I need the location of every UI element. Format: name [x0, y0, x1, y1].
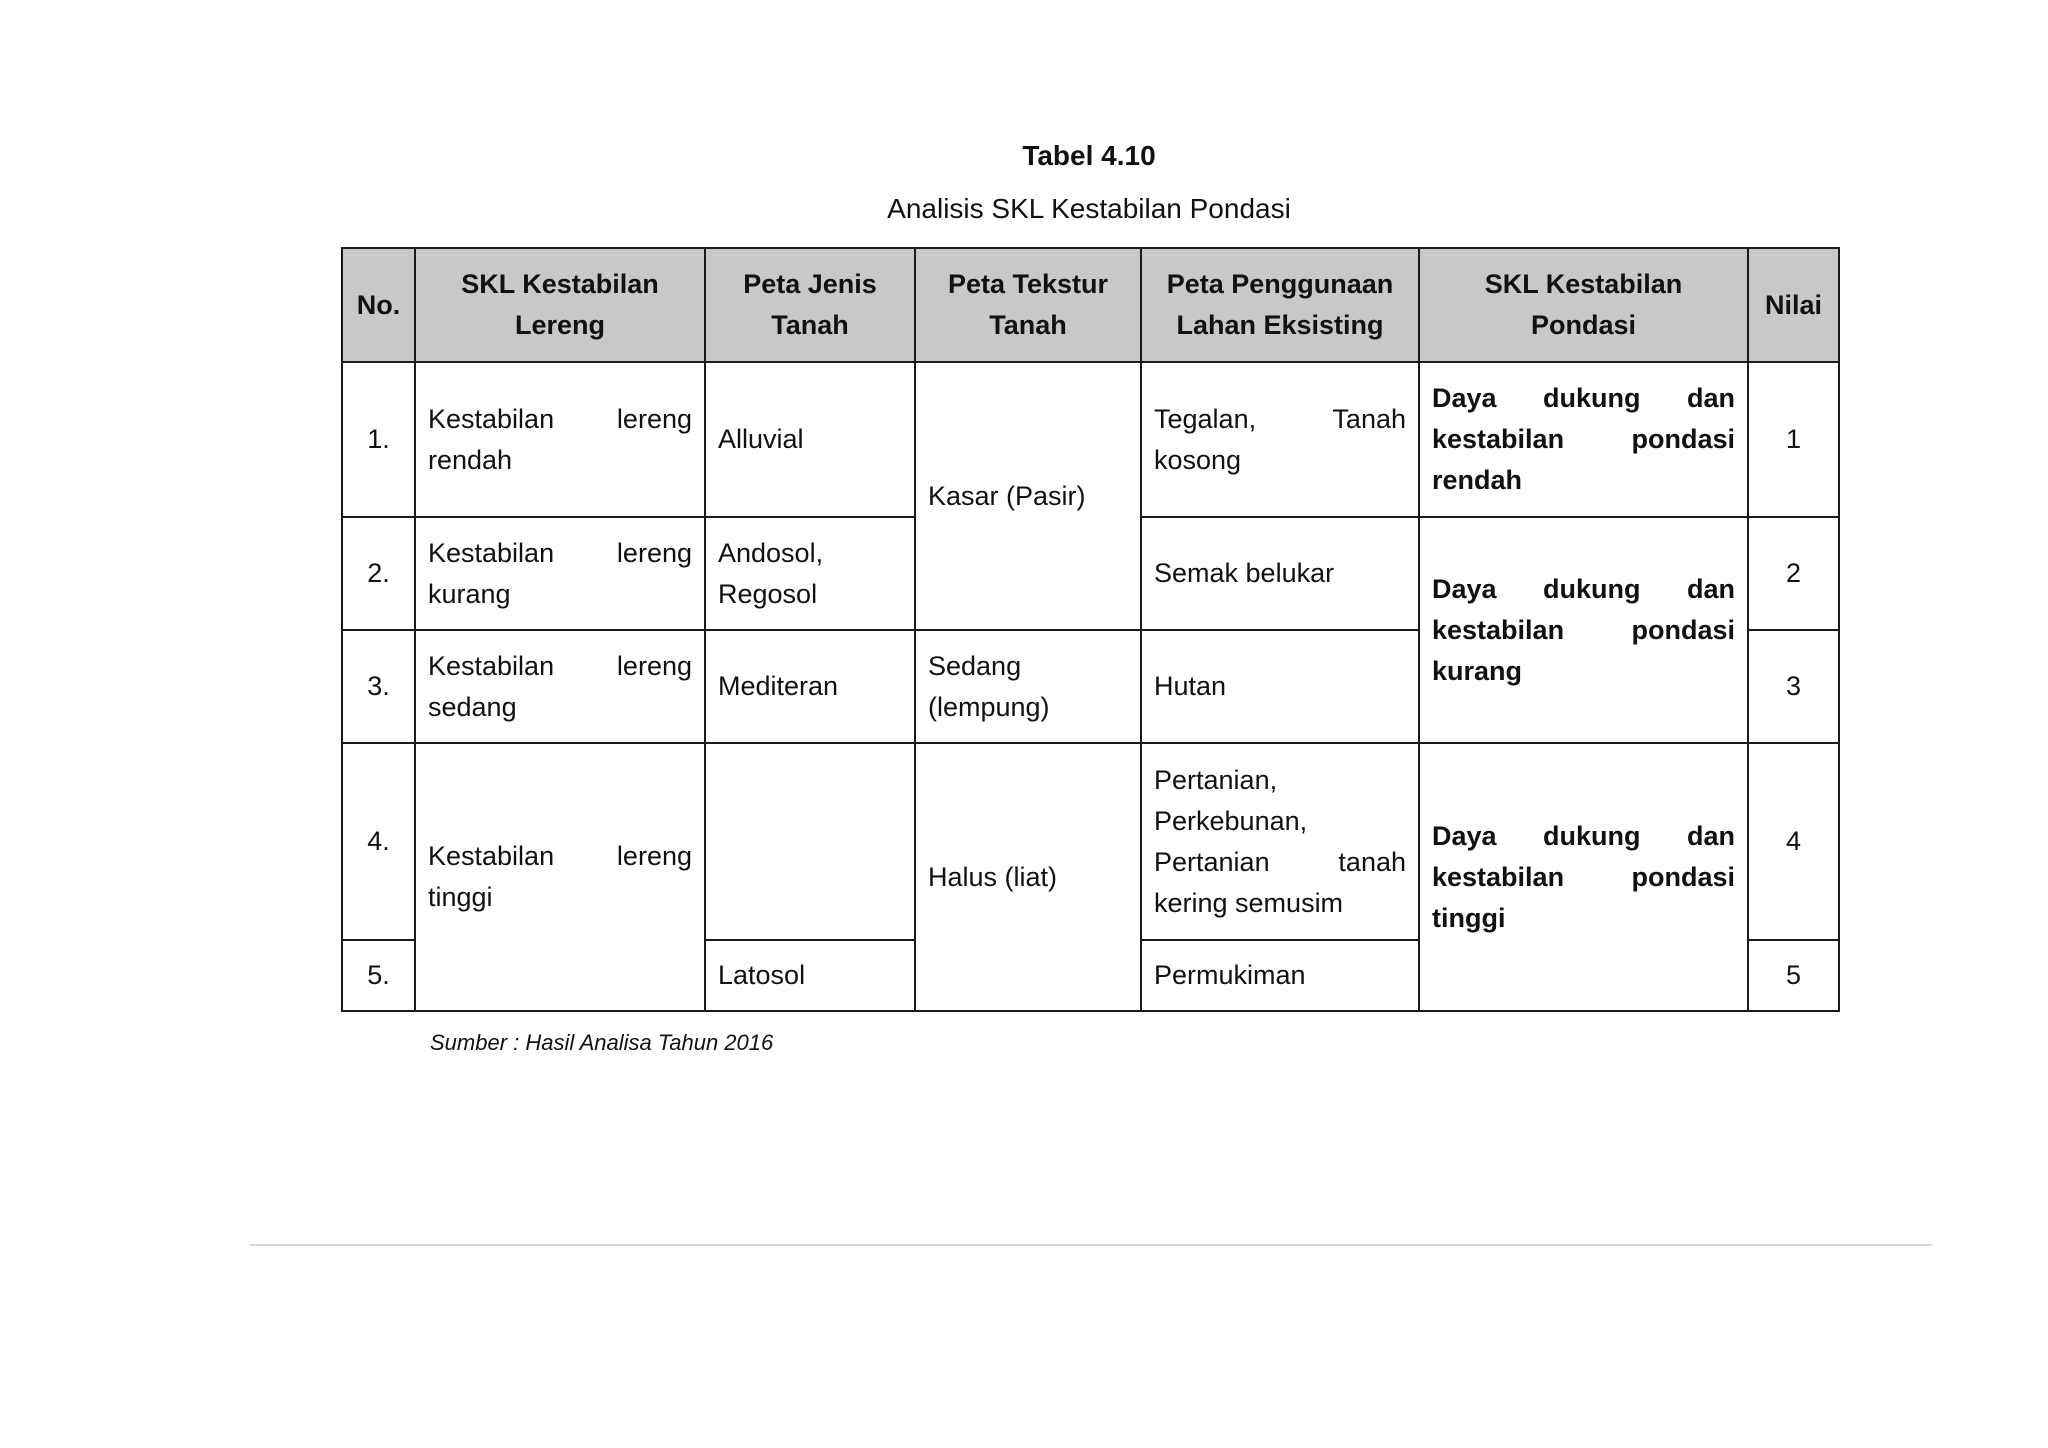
table-source-note: Sumber : Hasil Analisa Tahun 2016 — [430, 1030, 774, 1055]
cell-jenis-tanah: Latosol — [705, 940, 915, 1011]
cell-text-line: Kestabilan lereng — [428, 403, 692, 434]
cell-no: 2. — [342, 517, 415, 630]
cell-skl-pondasi — [1419, 517, 1748, 743]
cell-text-line: Tegalan, Tanah — [1154, 403, 1406, 434]
cell-text-line: kering semusim — [1154, 887, 1344, 918]
cell-penggunaan-lahan — [1141, 362, 1419, 517]
header-penggunaan-lahan: Peta Penggunaan Lahan Eksisting — [1141, 248, 1419, 362]
cell-text-line: kurang — [1432, 655, 1523, 686]
cell-penggunaan-lahan: Hutan — [1141, 630, 1419, 743]
cell-skl-lereng — [415, 517, 705, 630]
cell-tekstur-tanah: Halus (liat) — [915, 743, 1141, 1011]
table-title: Tabel 4.10 — [1022, 140, 1156, 171]
cell-jenis-tanah — [705, 743, 915, 940]
cell-no: 3. — [342, 630, 415, 743]
cell-no: 4. — [342, 743, 415, 940]
cell-text-line: Daya dukung dan kestabilan pondasi — [1432, 820, 1735, 892]
cell-text-line: rendah — [1432, 465, 1523, 495]
cell-penggunaan-lahan — [1141, 743, 1419, 940]
cell-skl-lereng — [415, 630, 705, 743]
skl-table — [341, 247, 1840, 1012]
cell-text-line: Daya dukung dan kestabilan pondasi — [1432, 383, 1735, 454]
cell-text-line: tinggi — [428, 882, 493, 912]
cell-tekstur-tanah: Kasar (Pasir) — [915, 362, 1141, 630]
cell-skl-lereng — [415, 362, 705, 517]
header-no: No. — [342, 248, 415, 362]
cell-jenis-tanah: Alluvial — [705, 362, 915, 517]
cell-jenis-tanah: Andosol, Regosol — [705, 517, 915, 630]
cell-text-line: Daya dukung dan kestabilan pondasi — [1432, 573, 1735, 645]
cell-jenis-tanah: Mediteran — [705, 630, 915, 743]
cell-text-line: kosong — [1154, 444, 1242, 475]
cell-skl-pondasi — [1419, 743, 1748, 1011]
header-skl-lereng: SKL Kestabilan Lereng — [415, 248, 705, 362]
cell-nilai: 4 — [1748, 743, 1839, 940]
cell-skl-lereng — [415, 743, 705, 1011]
footer-divider — [250, 1244, 1932, 1246]
cell-text-line: rendah — [428, 444, 513, 475]
cell-no: 1. — [342, 362, 415, 517]
cell-text-line: Kestabilan lereng — [428, 650, 692, 681]
header-skl-pondasi: SKL Kestabilan Pondasi — [1419, 248, 1748, 362]
cell-tekstur-tanah: Sedang (lempung) — [915, 630, 1141, 743]
cell-nilai: 2 — [1748, 517, 1839, 630]
cell-nilai: 3 — [1748, 630, 1839, 743]
header-nilai: Nilai — [1748, 248, 1839, 362]
header-tekstur-tanah: Peta Tekstur Tanah — [915, 248, 1141, 362]
cell-text-line: sedang — [428, 691, 517, 722]
table-header-row — [342, 248, 1839, 362]
cell-text-line: Pertanian, Perkebunan, Pertanian tanah — [1154, 764, 1406, 877]
header-jenis-tanah: Peta Jenis Tanah — [705, 248, 915, 362]
cell-penggunaan-lahan: Semak belukar — [1141, 517, 1419, 630]
cell-text-line: Kestabilan lereng — [428, 537, 692, 568]
table-row — [342, 743, 1839, 940]
cell-skl-pondasi — [1419, 362, 1748, 517]
cell-nilai: 5 — [1748, 940, 1839, 1011]
cell-text-line: tinggi — [1432, 902, 1506, 933]
table-subtitle: Analisis SKL Kestabilan Pondasi — [887, 193, 1291, 224]
cell-text-line: Kestabilan lereng — [428, 841, 692, 871]
cell-no: 5. — [342, 940, 415, 1011]
table-row — [342, 362, 1839, 517]
cell-penggunaan-lahan: Permukiman — [1141, 940, 1419, 1011]
cell-nilai: 1 — [1748, 362, 1839, 517]
cell-text-line: kurang — [428, 578, 511, 609]
